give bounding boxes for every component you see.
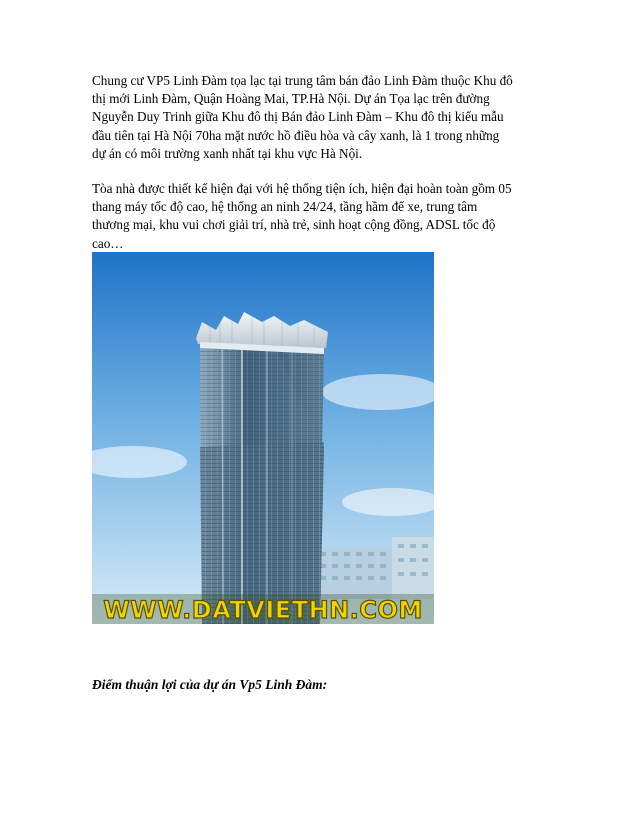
section-heading: Điểm thuận lợi của dự án Vp5 Linh Đàm: <box>92 677 328 692</box>
paragraph-line: thị mới Linh Đàm, Quận Hoàng Mai, TP.Hà Nội. Dự án Tọa lạc trên đường <box>92 91 490 107</box>
watermark-banner <box>92 594 434 624</box>
paragraph-line: đầu tiên tại Hà Nội 70ha mặt nước hồ điều hòa và cây xanh, là 1 trong những <box>92 127 500 143</box>
tower-illustration <box>92 252 434 624</box>
intro-paragraph <box>92 72 562 163</box>
paragraph-line: Chung cư VP5 Linh Đàm tọa lạc tại trung tâm bán đảo Linh Đàm thuộc Khu đô <box>92 73 513 88</box>
amenities-paragraph <box>92 180 562 253</box>
paragraph-line: cao… <box>92 235 124 251</box>
paragraph-line: Nguyễn Duy Trinh giữa Khu đô thị Bán đảo Linh Đàm – Khu đô thị kiểu mẫu <box>92 109 504 125</box>
paragraph-line: Tòa nhà được thiết kế hiện đại với hệ thống tiện ích, hiện đại hoàn toàn gồm 05 <box>92 181 512 196</box>
paragraph-line: thang máy tốc độ cao, hệ thống an ninh 24/24, tầng hầm để xe, trung tâm <box>92 199 478 215</box>
tower <box>196 312 328 624</box>
paragraph-line: thương mại, khu vui chơi giải trí, nhà trẻ, sinh hoạt cộng đồng, ADSL tốc độ <box>92 217 496 233</box>
watermark-text: WWW.DATVIETHN.COM <box>103 596 423 624</box>
building-photo <box>92 252 434 624</box>
paragraph-line: dự án có môi trường xanh nhất tại khu vực Hà Nội. <box>92 145 363 161</box>
